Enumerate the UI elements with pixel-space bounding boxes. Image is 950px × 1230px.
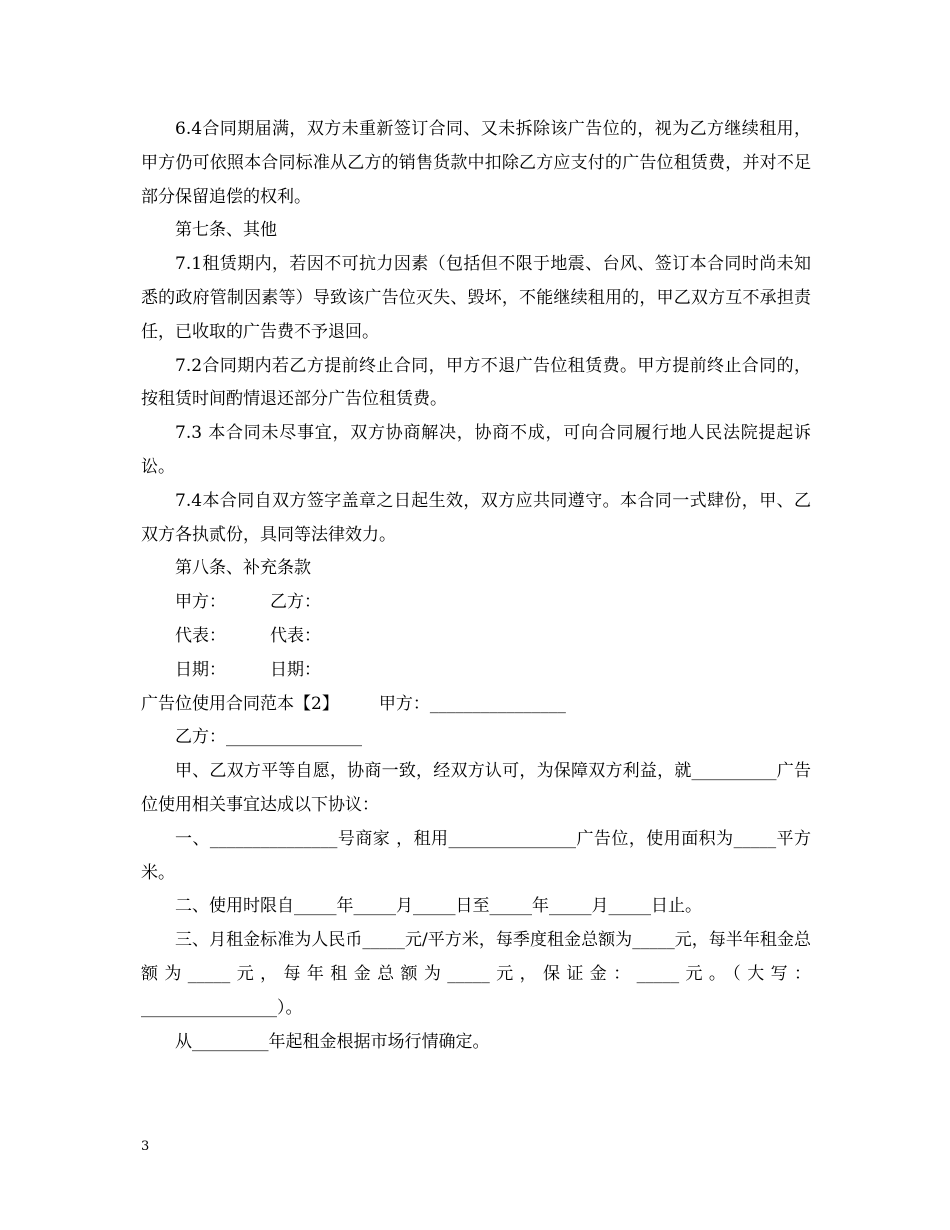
contract-2-party-a: 甲方：________________ — [378, 693, 566, 714]
clause-6-4: 6.4合同期届满，双方未重新签订合同、又未拆除该广告位的，视为乙方继续租用，甲方仍可依照本合同标准从乙方的销售货款中扣除乙方应支付的广告位租赁费，并对不足部分保留追偿的权利。 — [141, 119, 811, 207]
signature-date-b: 日期： — [270, 659, 321, 680]
article-7-title: 第七条、其他 — [175, 220, 277, 241]
signature-party-b: 乙方： — [270, 592, 321, 613]
clause-7-1: 7.1租赁期内，若因不可抗力因素（包括但不限于地震、台风、签订本合同时尚未知悉的政府管制因素等）导致该广告位灭失、毁坏，不能继续租用的，甲乙双方互不承担责任，已收取的广告费不予退回。 — [141, 254, 811, 342]
signature-date-a: 日期： — [175, 659, 226, 680]
signature-party-a: 甲方： — [175, 592, 226, 613]
signature-row-date — [141, 654, 811, 688]
contract-2-item-3: 三、月租金标准为人民币_____元/平方米，每季度租金总额为_____元，每半年租金总额为_____元，每年租金总额为_____元，保证金：_____元。（大写：________________）。 — [141, 930, 811, 1018]
page-number: 3 — [141, 1139, 150, 1154]
contract-2-item-4: 从_________年起租金根据市场行情确定。 — [175, 1031, 490, 1052]
contract-2-heading — [141, 688, 811, 722]
article-8-title: 第八条、补充条款 — [175, 558, 311, 579]
contract-2-title: 广告位使用合同范本【2】 — [141, 693, 339, 714]
signature-row-representative — [141, 620, 811, 654]
clause-7-4: 7.4本合同自双方签字盖章之日起生效，双方应共同遵守。本合同一式肆份，甲、乙双方各执贰份，具同等法律效力。 — [141, 490, 811, 545]
document-body — [141, 113, 811, 1059]
contract-2-item-1: 一、_______________号商家 ，租用_______________广告位，使用面积为_____平方米。 — [141, 828, 811, 883]
contract-2-item-2: 二、使用时限自_____年_____月_____日至_____年_____月_____日止。 — [175, 896, 702, 917]
signature-representative-a: 代表： — [175, 625, 226, 646]
signature-row-party — [141, 586, 811, 620]
contract-2-intro: 甲、乙双方平等自愿，协商一致，经双方认可，为保障双方利益，就__________广告位使用相关事宜达成以下协议： — [141, 761, 811, 815]
clause-7-3: 7.3 本合同未尽事宜，双方协商解决，协商不成，可向合同履行地人民法院提起诉讼。 — [141, 423, 811, 477]
signature-representative-b: 代表： — [270, 625, 321, 646]
clause-7-2: 7.2合同期内若乙方提前终止合同，甲方不退广告位租赁费。甲方提前终止合同的，按租赁时间酌情退还部分广告位租赁费。 — [141, 355, 811, 410]
contract-2-party-b: 乙方：________________ — [175, 727, 362, 748]
